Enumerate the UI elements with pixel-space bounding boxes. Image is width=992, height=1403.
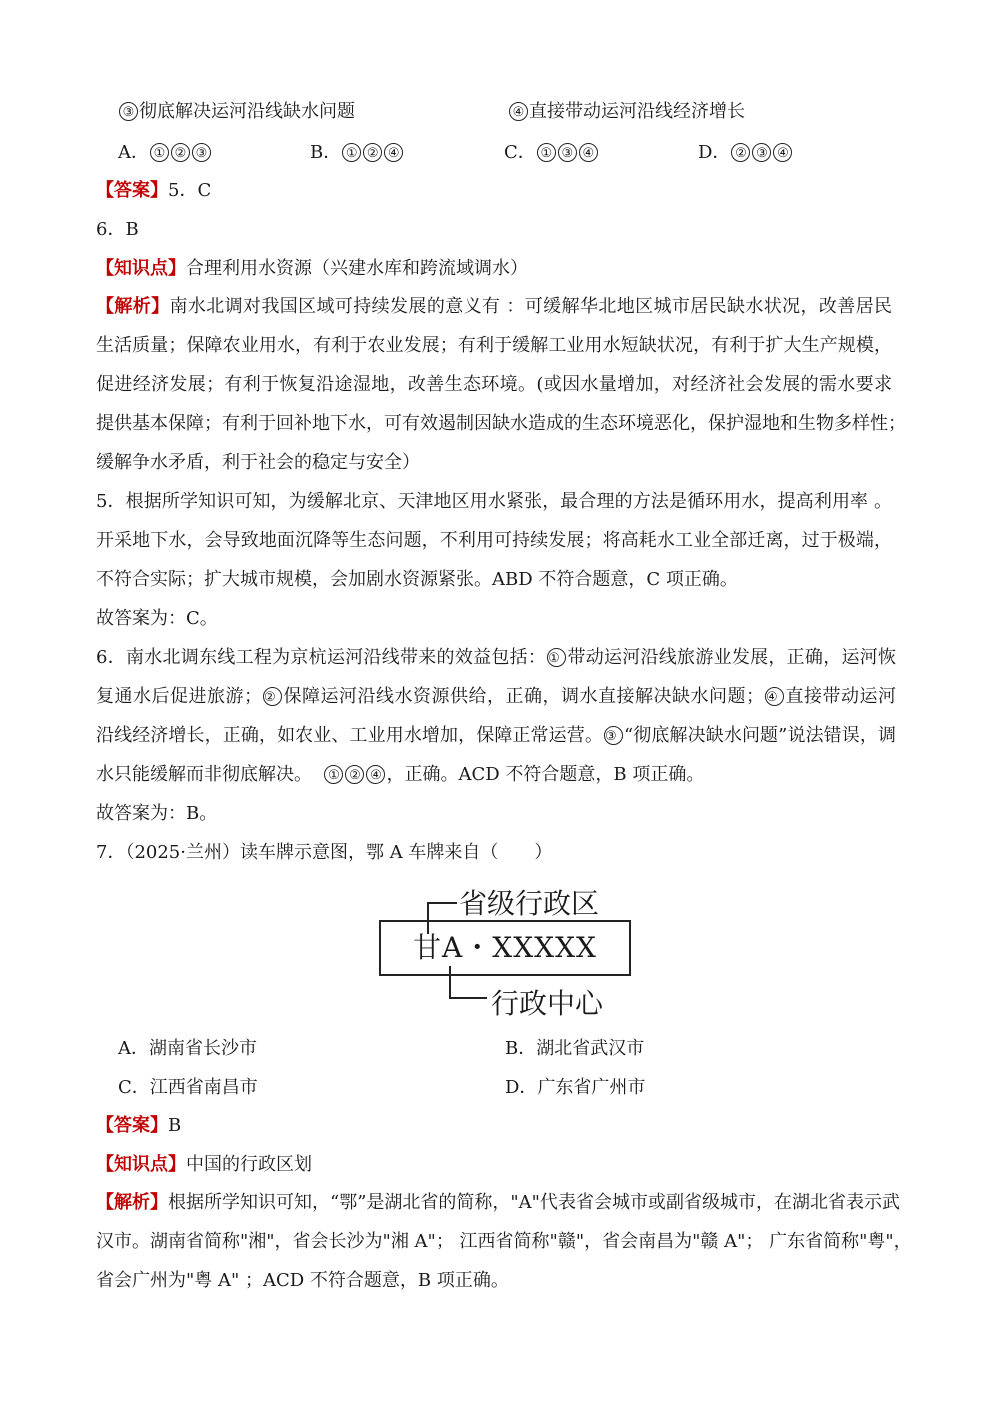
knowledge-text: 合理利用水资源（兴建水库和跨流域调水）	[186, 258, 528, 279]
q5-statement-4	[508, 99, 745, 125]
analysis-tag: 【解析】	[96, 1192, 168, 1213]
circled-number: ③	[558, 143, 577, 162]
q7-stem: 7．（2025·兰州）读车牌示意图，鄂 A 车牌来自（ ）	[96, 842, 553, 863]
circled-number: ②	[363, 143, 382, 162]
circled-number: ③	[752, 143, 771, 162]
circled-number: ④	[765, 687, 784, 706]
q7-option-c	[118, 1075, 258, 1101]
option-letter: B．	[505, 1038, 537, 1059]
knowledge-point-56	[96, 256, 528, 282]
leader-line-top	[427, 902, 457, 904]
statement-text: 彻底解决运河沿线缺水问题	[139, 101, 355, 122]
circled-number: ③	[604, 726, 623, 745]
analysis-line-2: 生活质量；保障农业用水，有利于农业发展；有利于缓解工业用水短缺状况，有利于扩大生产规模，	[96, 335, 892, 356]
q5-choice-b	[310, 140, 404, 166]
q7-option-a	[118, 1036, 257, 1062]
statement-text: 直接带动运河沿线经济增长	[529, 101, 745, 122]
plate-number: 甘A・XXXXX	[413, 931, 597, 964]
circled-number: ①	[537, 143, 556, 162]
analysis-line-1	[96, 294, 892, 320]
option-text: 江西省南昌市	[149, 1077, 258, 1098]
circled-number: ③	[192, 143, 211, 162]
analysis-line-4: 提供基本保障；有利于回补地下水，可有效遏制因缺水造成的生态环境恶化，保护湿地和生物多样性；	[96, 413, 906, 434]
q6-explanation-4	[96, 762, 704, 788]
option-letter: C．	[118, 1077, 150, 1098]
choice-letter: A．	[118, 142, 149, 163]
q7-analysis-3: 省会广州为"粤 A" ；ACD 不符合题意，B 项正确。	[96, 1270, 509, 1291]
circled-number: ①	[324, 765, 343, 784]
text: “彻底解决缺水问题”说法错误，调	[624, 725, 897, 746]
q7-analysis-2: 汉市。湖南省简称"湘"，省会长沙为"湘 A"； 江西省简称"赣"，省会南昌为"赣 A"； 广东省简称"粤"，	[96, 1231, 912, 1252]
circled-number: ④	[773, 143, 792, 162]
circled-number: ④	[509, 102, 528, 121]
answer-text: 6．B	[96, 219, 139, 240]
leader-line-bottom	[449, 997, 487, 999]
q5-choice-d	[698, 140, 793, 166]
analysis-text: 根据所学知识可知，“鄂”是湖北省的简称，"A"代表省会城市或副省级城市，在湖北省表示武	[168, 1192, 900, 1213]
q5-explanation-2: 开采地下水，会导致地面沉降等生态问题，不利用可持续发展；将高耗水工业全部迁离，过于极端，	[96, 530, 892, 551]
analysis-line-3: 促进经济发展；有利于恢复沿途湿地，改善生态环境。(或因水量增加，对经济社会发展的需水要求	[96, 374, 892, 395]
option-text: 湖北省武汉市	[536, 1038, 645, 1059]
answer-tag: 【答案】	[96, 180, 168, 201]
text: 带动运河沿线旅游业发展，正确，运河恢	[567, 647, 897, 668]
circled-number: ②	[731, 143, 750, 162]
choice-letter: C．	[504, 142, 536, 163]
q6-explanation-2	[96, 684, 896, 710]
knowledge-tag: 【知识点】	[96, 1154, 186, 1175]
option-text: 湖南省长沙市	[149, 1038, 257, 1059]
circled-number: ①	[547, 648, 566, 667]
q5-choice-c	[504, 140, 599, 166]
text: 6．南水北调东线工程为京杭运河沿线带来的效益包括：	[96, 647, 547, 668]
q6-explanation-1	[96, 645, 896, 671]
text: 沿线经济增长，正确，如农业、工业用水增加，保障正常运营。	[96, 725, 603, 746]
text: 直接带动运河	[785, 686, 896, 707]
choice-letter: D．	[698, 142, 731, 163]
answer-text: B	[168, 1115, 182, 1136]
option-letter: D．	[505, 1077, 538, 1098]
q5-choice-a	[118, 140, 212, 166]
plate-box	[379, 920, 631, 976]
circled-number: ②	[171, 143, 190, 162]
answer-6	[96, 217, 139, 243]
q7-option-d	[505, 1075, 645, 1101]
answer-56	[96, 178, 211, 204]
answer-tag: 【答案】	[96, 1115, 168, 1136]
q7-option-b	[505, 1036, 644, 1062]
circled-number: ③	[119, 102, 138, 121]
analysis-tag: 【解析】	[96, 296, 170, 317]
option-letter: A．	[118, 1038, 149, 1059]
analysis-text: 南水北调对我国区域可持续发展的意义有 ：可缓解华北地区城市居民缺水状况，改善居民	[169, 296, 892, 317]
choice-letter: B．	[310, 142, 342, 163]
q7-answer	[96, 1113, 181, 1139]
q5-final-answer: 故答案为：C。	[96, 608, 218, 629]
circled-number: ②	[345, 765, 364, 784]
text: ，正确。ACD 不符合题意，B 项正确。	[386, 764, 705, 785]
circled-number: ④	[366, 765, 385, 784]
text: 保障运河沿线水资源供给，正确，调水直接解决缺水问题；	[283, 686, 764, 707]
leader-line-bottom-vertical	[449, 966, 451, 998]
q7-knowledge-point	[96, 1152, 312, 1178]
q5-statement-3	[118, 99, 355, 125]
answer-text: 5．C	[168, 180, 212, 201]
provincial-label: 省级行政区	[459, 887, 600, 920]
license-plate-diagram	[375, 880, 645, 1020]
q6-final-answer: 故答案为：B。	[96, 803, 218, 824]
analysis-line-5: 缓解争水矛盾，利于社会的稳定与安全）	[96, 452, 420, 473]
circled-number: ①	[150, 143, 169, 162]
circled-number: ④	[579, 143, 598, 162]
q6-explanation-3	[96, 723, 896, 749]
circled-number: ②	[263, 687, 282, 706]
center-label: 行政中心	[491, 987, 604, 1020]
q5-explanation-3: 不符合实际；扩大城市规模，会加剧水资源紧张。ABD 不符合题意，C 项正确。	[96, 569, 738, 590]
circled-number: ①	[342, 143, 361, 162]
q5-explanation-1: 5．根据所学知识可知，为缓解北京、天津地区用水紧张，最合理的方法是循环用水，提高利用率 。	[96, 491, 892, 512]
option-text: 广东省广州市	[537, 1077, 646, 1098]
circled-number: ④	[384, 143, 403, 162]
q7-analysis-1	[96, 1190, 900, 1216]
text: 水只能缓解而非彻底解决。	[96, 764, 312, 785]
knowledge-tag: 【知识点】	[96, 258, 186, 279]
knowledge-text: 中国的行政区划	[186, 1154, 312, 1175]
text: 复通水后促进旅游；	[96, 686, 262, 707]
